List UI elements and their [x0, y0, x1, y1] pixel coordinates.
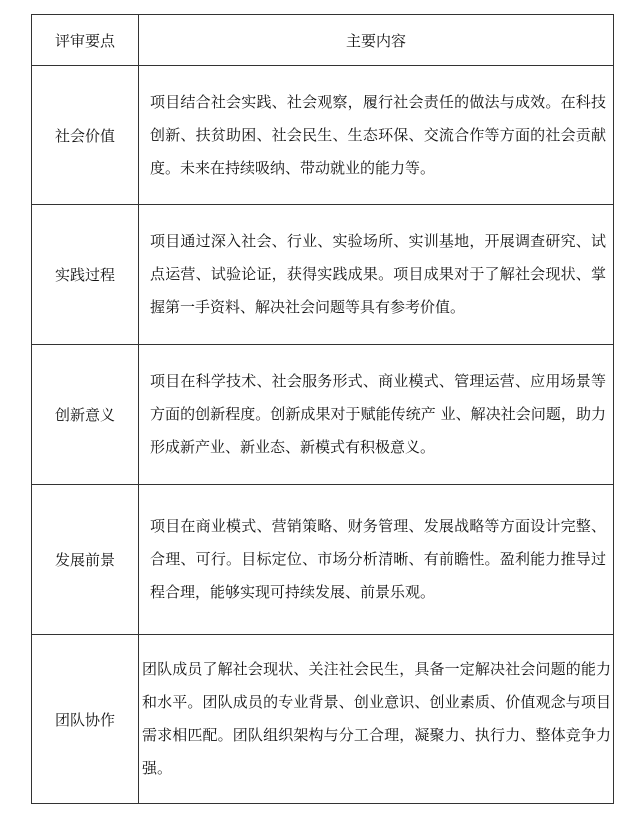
row-content-practice-process [139, 205, 614, 345]
row-label-teamwork: 团队协作 [32, 635, 139, 804]
header-criteria: 评审要点 [32, 15, 139, 66]
content-text: 项目结合社会实践、社会观察，履行社会责任的做法与成效。在科技创新、扶贫助困、社会民生、生态环保、交流合作等方面的社会贡献度。未来在持续吸纳、带动就业的能力等。 [150, 92, 606, 177]
row-label-innovation: 创新意义 [32, 345, 139, 485]
content-text: 项目通过深入社会、行业、实验场所、实训基地，开展调查研究、试点运营、试验论证，获得实践成果。项目成果对于了解社会现状、掌握第一手资料、解决社会问题等具有参考价值。 [150, 232, 606, 316]
row-label-social-value: 社会价值 [32, 66, 139, 205]
table-row [32, 66, 614, 205]
evaluation-criteria-table [31, 14, 614, 804]
row-label-practice-process: 实践过程 [32, 205, 139, 345]
table-row [32, 345, 614, 485]
row-content-social-value [139, 66, 614, 205]
table-row [32, 205, 614, 345]
table-row [32, 635, 614, 804]
content-text: 团队成员了解社会现状、关注社会民生，具备一定解决社会问题的能力和水平。团队成员的专业背景、创业意识、创业素质、价值观念与项目需求相匹配。团队组织架构与分工合理，凝聚力、执行力、整体竞争力强。 [142, 660, 611, 777]
row-content-development-prospects [139, 485, 614, 635]
content-text: 项目在科学技术、社会服务形式、商业模式、管理运营、应用场景等方面的创新程度。创新成果对于赋能传统产 业、解决社会问题，助力形成新产业、新业态、新模式有积极意义。 [150, 372, 606, 456]
header-content: 主要内容 [139, 15, 614, 66]
table-header-row [32, 15, 614, 66]
content-text: 项目在商业模式、营销策略、财务管理、发展战略等方面设计完整、合理、可行。目标定位、市场分析清晰、有前瞻性。盈利能力推导过程合理，能够实现可持续发展、前景乐观。 [150, 517, 606, 601]
row-content-innovation [139, 345, 614, 485]
table-row [32, 485, 614, 635]
row-label-development-prospects: 发展前景 [32, 485, 139, 635]
row-content-teamwork [139, 635, 614, 804]
